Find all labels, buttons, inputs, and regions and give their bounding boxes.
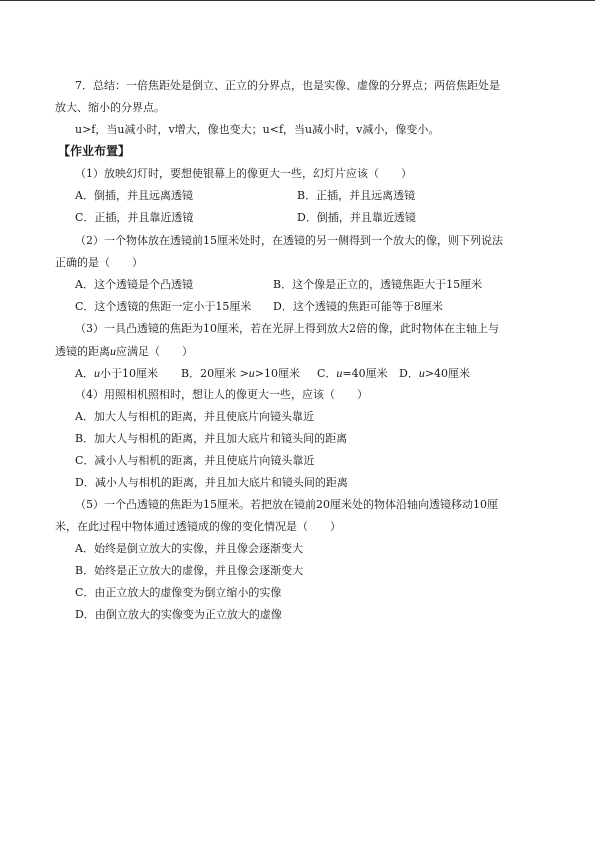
q3-stem-line-2 — [55, 345, 193, 357]
q1-option-c: C．正插，并且靠近透镜 — [75, 211, 194, 224]
q3-option-b — [181, 367, 300, 379]
q1-option-a: A．倒插，并且远离透镜 — [75, 189, 193, 202]
q2-option-a: A．这个透镜是个凸透镜 — [75, 278, 193, 291]
q2-option-c: C．这个透镜的焦距一定小于15厘米 — [75, 300, 252, 313]
page-top-border — [0, 0, 595, 1]
q3-option-d-text: >40厘米 — [424, 367, 471, 380]
q3-variable-u: u — [110, 344, 116, 358]
q5-option-a: A．始终是倒立放大的实像，并且像会逐渐变大 — [75, 542, 303, 555]
q1-option-d: D．倒插，并且靠近透镜 — [297, 211, 416, 224]
q3-option-d — [399, 367, 470, 379]
q5-stem-line-2: 米，在此过程中物体通过透镜成的像的变化情况是（ ） — [55, 520, 341, 533]
q3-option-b-prefix: B．20厘米 > — [181, 367, 249, 380]
q2-option-d: D．这个透镜的焦距可能等于8厘米 — [273, 300, 443, 313]
q4-option-d: D．减小人与相机的距离，并且加大底片和镜头间的距离 — [75, 476, 348, 489]
q3-option-a — [75, 367, 158, 379]
q3-option-c-var: u — [336, 366, 343, 380]
q4-option-c: C．减小人与相机的距离，并且使底片向镜头靠近 — [75, 454, 315, 467]
summary-line-2: 放大、缩小的分界点。 — [55, 101, 165, 114]
homework-heading: 【作业布置】 — [58, 144, 131, 158]
q4-option-a: A．加大人与相机的距离，并且使底片向镜头靠近 — [75, 410, 314, 423]
q5-option-c: C．由正立放大的虚像变为倒立缩小的实像 — [75, 586, 282, 599]
q3-option-c — [317, 367, 388, 379]
q3-option-a-text: 小于10厘米 — [99, 367, 158, 380]
q2-stem-line-2: 正确的是（ ） — [55, 256, 143, 269]
q3-option-a-var: u — [93, 366, 100, 380]
summary-line-3: u>f，当u减小时，v增大，像也变大；u<f，当u减小时，v减小，像变小。 — [75, 123, 440, 136]
q3-stem-text-b: 应满足（ ） — [116, 345, 193, 358]
q2-stem-line-1: （2）一个物体放在透镜前15厘米处时，在透镜的另一侧得到一个放大的像，则下列说法 — [75, 234, 503, 247]
q5-option-b: B．始终是正立放大的虚像，并且像会逐渐变大 — [75, 564, 304, 577]
q4-option-b: B．加大人与相机的距离，并且加大底片和镜头间的距离 — [75, 432, 348, 445]
q3-option-b-text: >10厘米 — [254, 367, 301, 380]
q4-stem: （4）用照相机照相时，想让人的像更大一些，应该（ ） — [75, 388, 368, 401]
q3-option-a-prefix: A． — [75, 367, 94, 380]
q2-option-b: B．这个像是正立的，透镜焦距大于15厘米 — [273, 278, 483, 291]
q1-option-b: B．正插，并且远离透镜 — [297, 189, 416, 202]
q3-option-c-text: =40厘米 — [342, 367, 388, 380]
summary-line-1: 7．总结：一倍焦距处是倒立、正立的分界点，也是实像、虚像的分界点；两倍焦距处是 — [75, 79, 500, 92]
q5-option-d: D．由倒立放大的实像变为正立放大的虚像 — [75, 608, 282, 621]
q3-stem-text-a: 透镜的距离 — [55, 345, 110, 358]
q3-stem-line-1: （3）一具凸透镜的焦距为10厘米，若在光屏上得到放大2倍的像，此时物体在主轴上与 — [75, 322, 499, 335]
q3-option-b-var: u — [248, 366, 255, 380]
q3-option-d-prefix: D． — [399, 367, 419, 380]
q5-stem-line-1: （5）一个凸透镜的焦距为15厘米。若把放在镜前20厘米处的物体沿轴向透镜移动10厘 — [75, 498, 498, 511]
q3-option-d-var: u — [418, 366, 425, 380]
q1-stem: （1）放映幻灯时，要想使银幕上的像更大一些，幻灯片应该（ ） — [75, 167, 412, 180]
q3-option-c-prefix: C． — [317, 367, 337, 380]
